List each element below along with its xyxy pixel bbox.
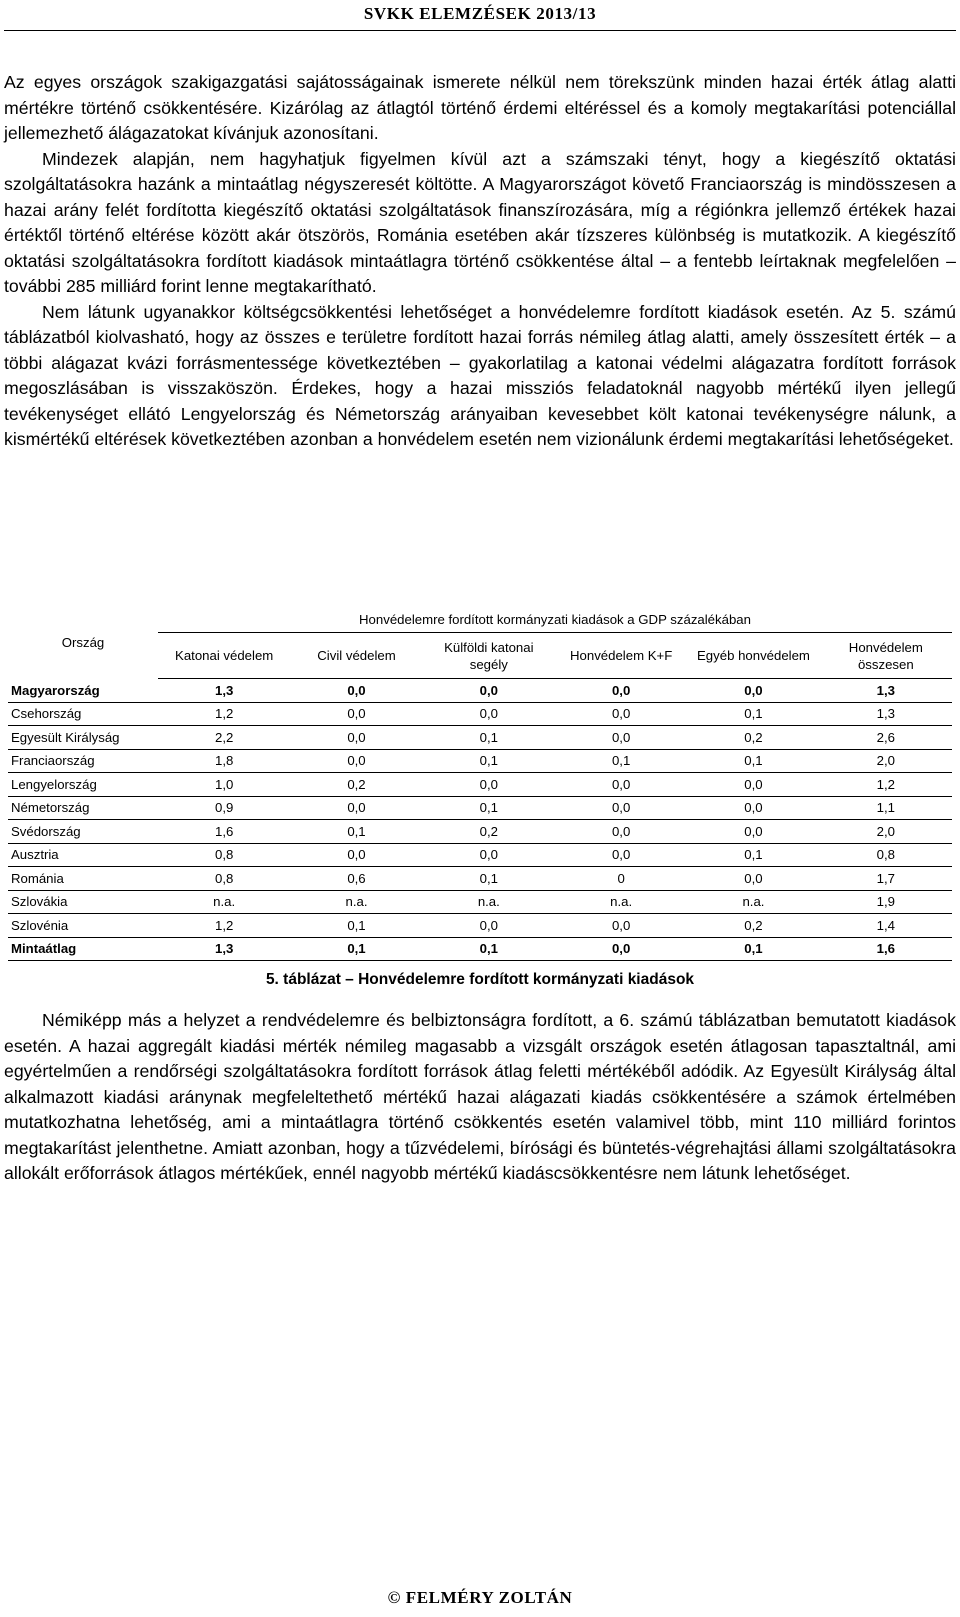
table-row	[8, 820, 952, 844]
value-cell: 1,6	[820, 937, 952, 961]
value-cell: 0,1	[687, 702, 819, 726]
value-cell: 0,0	[555, 820, 687, 844]
table-row	[8, 679, 952, 703]
value-cell: 2,0	[820, 820, 952, 844]
value-cell: 1,1	[820, 796, 952, 820]
value-cell: 0,6	[290, 867, 422, 891]
value-cell: 0,0	[687, 867, 819, 891]
value-cell: 1,2	[158, 914, 290, 938]
value-cell: n.a.	[687, 890, 819, 914]
value-cell: n.a.	[158, 890, 290, 914]
paragraph: Nem látunk ugyanakkor költségcsökkentési lehetőséget a honvédelemre fordított kiadások esetén. Az 5. számú táblázatból kiolvasható, hogy az összes e területre fordított hazai forrás némileg átlag alatti, amely összesített érték – a többi alágazat kvázi forrásmentessége következtében – gyakorlatilag a katonai védelmi alágazatra fordított források megoszlásában is visszaköszön. Érdekes, hogy a hazai missziós feladatoknál nagyobb mértékű ilyen jellegű tevékenységet ellátó Lengyelország és Németország arányaiban kevesebbet költ katonai tevékenységre nálunk, a kismértékű eltérések következtében azonban a honvédelem esetén nem vizionálunk érdemi megtakarítási lehetőségeket.	[4, 301, 956, 449]
value-cell: 0,2	[290, 773, 422, 797]
value-cell: 0,0	[423, 914, 555, 938]
value-cell: 0,1	[423, 796, 555, 820]
value-cell: 0,1	[687, 749, 819, 773]
value-cell: 0,2	[423, 820, 555, 844]
value-cell: 0,1	[423, 749, 555, 773]
value-cell: 0,8	[820, 843, 952, 867]
value-cell: 0,1	[423, 726, 555, 750]
value-cell: 1,2	[158, 702, 290, 726]
table-row	[8, 843, 952, 867]
value-cell: 0,1	[423, 937, 555, 961]
column-header: Egyéb honvédelem	[687, 633, 819, 679]
value-cell: n.a.	[423, 890, 555, 914]
value-cell: 0,0	[555, 726, 687, 750]
value-cell: 0,8	[158, 843, 290, 867]
value-cell: 2,6	[820, 726, 952, 750]
value-cell: 0,0	[290, 702, 422, 726]
value-cell: 0,0	[687, 773, 819, 797]
value-cell: 0,0	[290, 679, 422, 703]
country-cell: Szlovákia	[8, 890, 158, 914]
country-cell: Magyarország	[8, 679, 158, 703]
body-text-top	[4, 70, 956, 453]
value-cell: 0,0	[555, 702, 687, 726]
page-footer: © FELMÉRY ZOLTÁN	[387, 1588, 573, 1607]
value-cell: 1,3	[158, 937, 290, 961]
value-cell: 0,2	[687, 726, 819, 750]
table-row	[8, 867, 952, 891]
paragraph: Az egyes országok szakigazgatási sajátosságainak ismerete nélkül nem törekszünk minden hazai érték átlag alatti mértékre történő csökkentésére. Kizárólag az átlagtól történő érdemi eltéréssel és a komoly megtakarítási potenciállal jellemezhető álágazatokat kívánjuk azonosítani.	[4, 72, 956, 143]
table-row	[8, 914, 952, 938]
column-header: Külföldi katonai segély	[423, 633, 555, 679]
value-cell: 1,8	[158, 749, 290, 773]
country-cell: Csehország	[8, 702, 158, 726]
country-cell: Románia	[8, 867, 158, 891]
value-cell: 1,9	[820, 890, 952, 914]
value-cell: 0,0	[555, 914, 687, 938]
value-cell: 2,0	[820, 749, 952, 773]
value-cell: 0,1	[687, 843, 819, 867]
value-cell: 0,0	[687, 820, 819, 844]
paragraph: Mindezek alapján, nem hagyhatjuk figyelmen kívül azt a számszaki tényt, hogy a kiegészítő oktatási szolgáltatásokra hazánk a mintaátlag négyszeresét költötte. A Magyarországot követő Franciaország is mindösszesen a hazai arány felét fordította kiegészítő oktatási szolgáltatások finanszírozására, míg a régiónkra jellemző értékek hazai értéktől történő eltérése között akár ötszörös, Románia esetében akár tízszeres különbség is mutatkozik. A kiegészítő oktatási szolgáltatásokra fordított kiadások mintaátlagra történő csökkentése által – a fentebb leírtaknak megfelelően – további 285 milliárd forint lenne megtakarítható.	[4, 148, 956, 296]
value-cell: 1,7	[820, 867, 952, 891]
column-header: Katonai védelem	[158, 633, 290, 679]
value-cell: 0,0	[555, 773, 687, 797]
value-cell: 0,0	[555, 679, 687, 703]
country-cell: Svédország	[8, 820, 158, 844]
table-row	[8, 726, 952, 750]
value-cell: 1,0	[158, 773, 290, 797]
group-header: Honvédelemre fordított kormányzati kiadások a GDP százalékában	[158, 606, 952, 633]
paragraph: Némiképp más a helyzet a rendvédelemre és belbiztonságra fordított, a 6. számú táblázatban bemutatott kiadások esetén. A hazai aggregált kiadási mérték némileg magasabb a vizsgált országok esetén átlagosan tapasztaltnál, ami egyértelműen a rendőrségi szolgáltatásokra fordított források átlag feletti mértékéből adódik. Az Egyesült Királyság által alkalmazott kiadási aránynak megfeleltethető mértékű hazai alágazati kiadás csökkentésére a számok értelmében mutatkozhatna lehetőség, ami a mintaátlagra történő csökkentés esetén valamivel több, mint 110 milliárd forintos megtakarítást jelenthetne. Amiatt azonban, hogy a tűzvédelemi, bírósági és büntetés-végrehajtási állami szolgáltatásokra allokált erőforrások átlagos mértékűek, ennél nagyobb mértékű kiadáscsökkentésre nem látunk lehetőséget.	[4, 1010, 956, 1183]
value-cell: 0,1	[555, 749, 687, 773]
value-cell: 0,0	[423, 679, 555, 703]
value-cell: 1,4	[820, 914, 952, 938]
country-cell: Ausztria	[8, 843, 158, 867]
value-cell: 1,3	[158, 679, 290, 703]
table-row	[8, 890, 952, 914]
country-cell: Egyesült Királyság	[8, 726, 158, 750]
country-column-header: Ország	[61, 634, 105, 650]
table-row	[8, 937, 952, 961]
value-cell: 0,1	[290, 820, 422, 844]
page-header: SVKK ELEMZÉSEK 2013/13	[363, 4, 597, 23]
defense-spending-table	[8, 606, 952, 989]
value-cell: 0,0	[423, 702, 555, 726]
value-cell: 0,2	[687, 914, 819, 938]
value-cell: 0,8	[158, 867, 290, 891]
value-cell: 0,9	[158, 796, 290, 820]
table-caption: 5. táblázat – Honvédelemre fordított kormányzati kiadások	[265, 971, 695, 988]
value-cell: 0,0	[423, 843, 555, 867]
column-header: Honvédelem K+F	[555, 633, 687, 679]
value-cell: 0,0	[555, 843, 687, 867]
table-row	[8, 773, 952, 797]
country-cell: Németország	[8, 796, 158, 820]
value-cell: 2,2	[158, 726, 290, 750]
value-cell: 0,0	[555, 937, 687, 961]
value-cell: 0,0	[423, 773, 555, 797]
column-header: Civil védelem	[290, 633, 422, 679]
table-row	[8, 796, 952, 820]
value-cell: n.a.	[290, 890, 422, 914]
table-row	[8, 749, 952, 773]
value-cell: 1,3	[820, 679, 952, 703]
country-cell: Lengyelország	[8, 773, 158, 797]
value-cell: 1,2	[820, 773, 952, 797]
value-cell: 0,1	[290, 914, 422, 938]
value-cell: 0,0	[290, 726, 422, 750]
value-cell: 0,0	[290, 796, 422, 820]
body-text-bottom	[4, 1008, 956, 1187]
value-cell: 0,0	[290, 749, 422, 773]
value-cell: 0,0	[555, 796, 687, 820]
value-cell: 0,0	[687, 679, 819, 703]
value-cell: 0	[555, 867, 687, 891]
value-cell: 0,1	[290, 937, 422, 961]
value-cell: 1,6	[158, 820, 290, 844]
value-cell: 0,1	[423, 867, 555, 891]
country-cell: Szlovénia	[8, 914, 158, 938]
value-cell: n.a.	[555, 890, 687, 914]
header-rule	[4, 30, 956, 31]
value-cell: 0,1	[687, 937, 819, 961]
value-cell: 0,0	[290, 843, 422, 867]
country-cell: Franciaország	[8, 749, 158, 773]
table-row	[8, 702, 952, 726]
value-cell: 1,3	[820, 702, 952, 726]
value-cell: 0,0	[687, 796, 819, 820]
column-header: Honvédelem összesen	[820, 633, 952, 679]
country-cell: Mintaátlag	[8, 937, 158, 961]
